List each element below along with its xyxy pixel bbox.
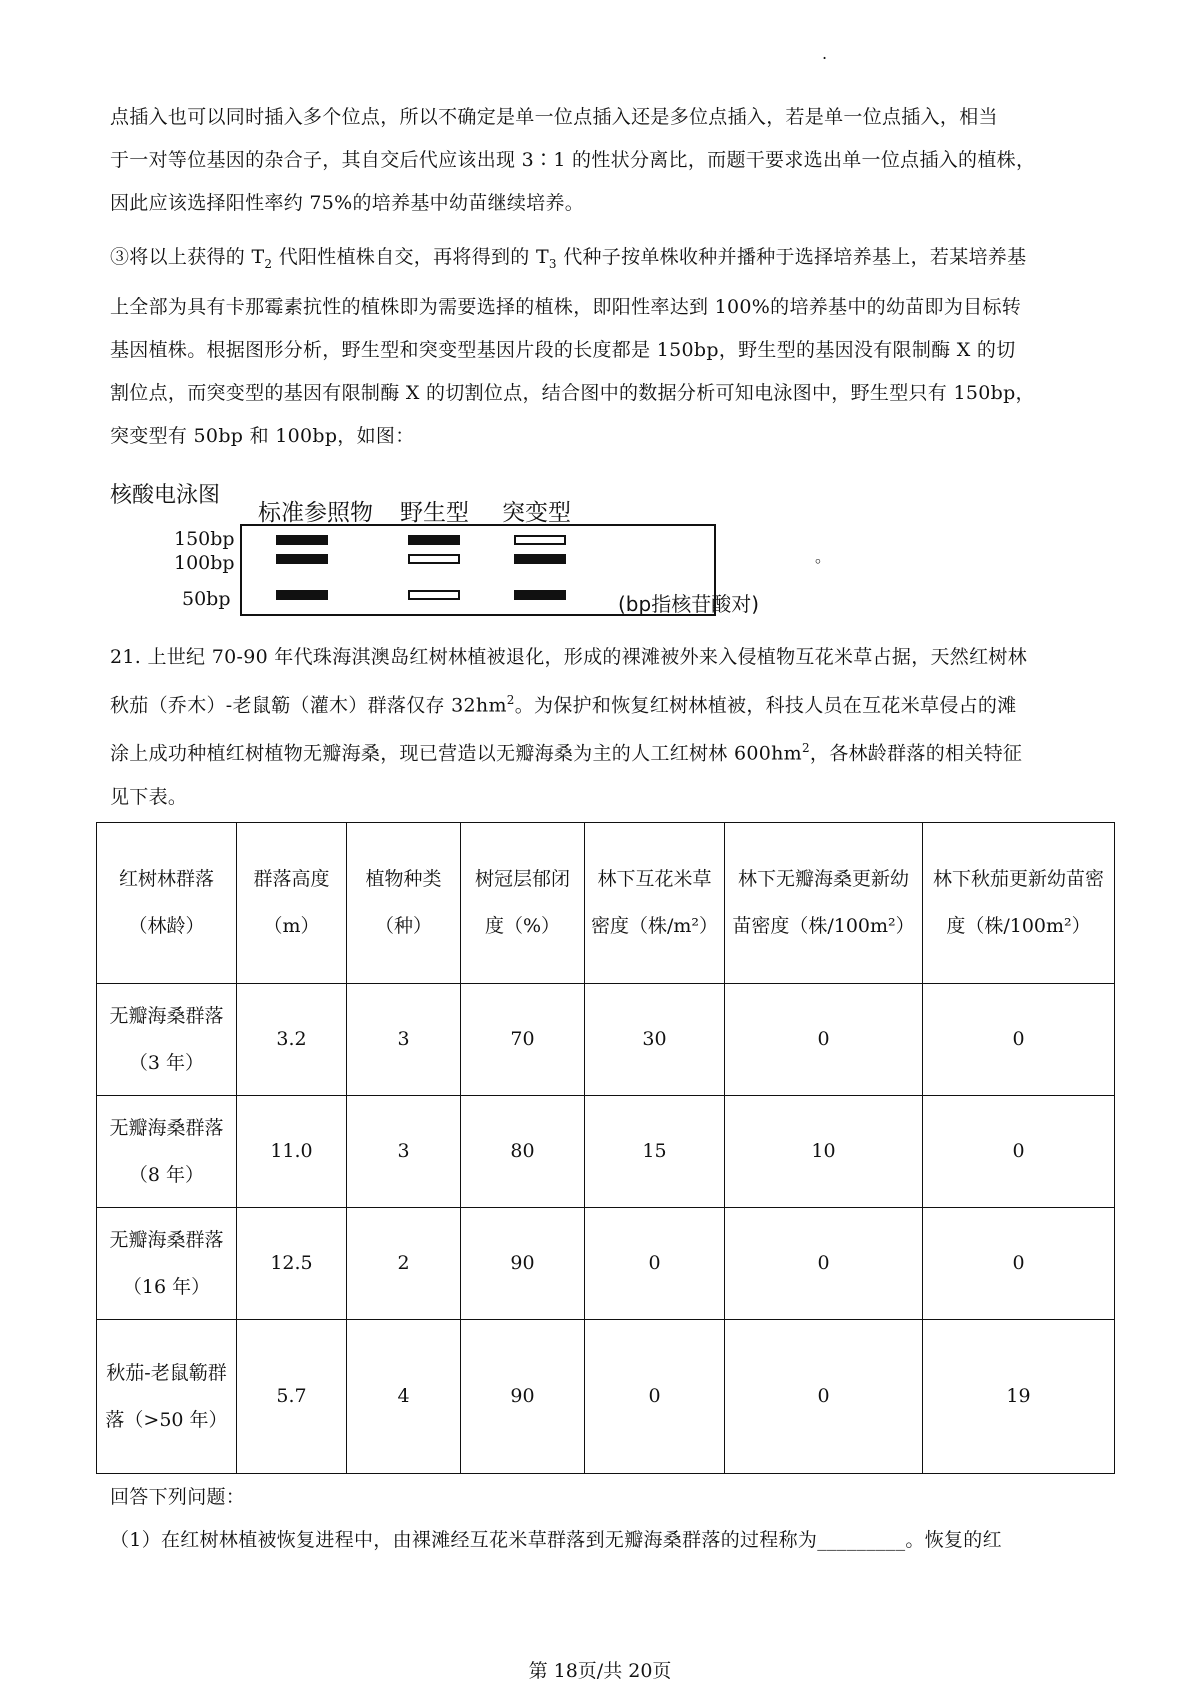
gel-lane-label: 突变型 bbox=[502, 500, 571, 526]
table-row bbox=[97, 1208, 1115, 1320]
table-cell: 0 bbox=[923, 1208, 1115, 1320]
table-cell: 5.7 bbox=[237, 1320, 347, 1474]
table-header-cell: 林下无瓣海桑更新幼苗密度（株/100m²） bbox=[725, 823, 923, 984]
gel-band bbox=[408, 554, 460, 564]
table-header-row bbox=[97, 823, 1115, 984]
text-line: 涂上成功种植红树植物无瓣海桑，现已营造以无瓣海桑为主的人工红树林 $600hm^2$，各林龄群落的相关特征 bbox=[110, 741, 1023, 765]
table-cell: 2 bbox=[347, 1208, 461, 1320]
gel-size-label: 50bp bbox=[182, 588, 231, 610]
table-cell: 11.0 bbox=[237, 1096, 347, 1208]
gel-band bbox=[276, 535, 328, 545]
gel-trailing-mark: 。 bbox=[815, 547, 832, 566]
table-header-cell: 植物种类（种） bbox=[347, 823, 461, 984]
answer-intro: 回答下列问题： bbox=[110, 1486, 246, 1508]
table-row bbox=[97, 1320, 1115, 1474]
table-cell: 无瓣海桑群落（8 年） bbox=[97, 1096, 237, 1208]
table-row bbox=[97, 984, 1115, 1096]
question-21-stem bbox=[110, 636, 1100, 819]
table-cell: 0 bbox=[585, 1320, 725, 1474]
table-cell: 12.5 bbox=[237, 1208, 347, 1320]
gel-title: 核酸电泳图 bbox=[110, 483, 221, 508]
table-cell: 0 bbox=[923, 1096, 1115, 1208]
table-cell: 0 bbox=[725, 984, 923, 1096]
table-cell: 0 bbox=[725, 1320, 923, 1474]
paragraph-step-3 bbox=[110, 236, 1100, 458]
text-line: 突变型有 50bp 和 100bp，如图： bbox=[110, 424, 415, 447]
table-cell: 19 bbox=[923, 1320, 1115, 1474]
text-line: 21. 上世纪 70-90 年代珠海淇澳岛红树林植被退化，形成的裸滩被外来入侵植物互花米草占据，天然红树林 bbox=[110, 646, 1028, 668]
table-cell: 90 bbox=[461, 1320, 585, 1474]
gel-band bbox=[514, 590, 566, 600]
table-cell: 90 bbox=[461, 1208, 585, 1320]
table-cell: 3.2 bbox=[237, 984, 347, 1096]
gel-lane-label: 标准参照物 bbox=[258, 500, 373, 526]
page-footer: 第 18页/共 20页 bbox=[528, 1660, 672, 1682]
table-cell: 无瓣海桑群落（16 年） bbox=[97, 1208, 237, 1320]
table-cell: 15 bbox=[585, 1096, 725, 1208]
table-cell: 10 bbox=[725, 1096, 923, 1208]
table-cell: 80 bbox=[461, 1096, 585, 1208]
gel-size-label: 100bp bbox=[174, 552, 235, 574]
table-row bbox=[97, 1096, 1115, 1208]
table-header-cell: 群落高度（m） bbox=[237, 823, 347, 984]
text-line: 上全部为具有卡那霉素抗性的植株即为需要选择的植株，即阳性率达到 100%的培养基中的幼苗即为目标转 bbox=[110, 295, 1022, 318]
question-1: （1）在红树林植被恢复进程中，由裸滩经互花米草群落到无瓣海桑群落的过程称为_________。恢复的红 bbox=[110, 1529, 1002, 1551]
text-line: 见下表。 bbox=[110, 785, 188, 808]
text-line: 割位点，而突变型的基因有限制酶 X 的切割位点，结合图中的数据分析可知电泳图中，野生型只有 150bp， bbox=[110, 381, 1035, 404]
electrophoresis-figure bbox=[110, 478, 810, 633]
table-cell: 4 bbox=[347, 1320, 461, 1474]
table-cell: 30 bbox=[585, 984, 725, 1096]
table-header-cell: 红树林群落（林龄） bbox=[97, 823, 237, 984]
table-cell: 0 bbox=[585, 1208, 725, 1320]
table-cell: 3 bbox=[347, 984, 461, 1096]
gel-band bbox=[514, 554, 566, 564]
table-cell: 3 bbox=[347, 1096, 461, 1208]
gel-band bbox=[408, 535, 460, 545]
gel-lane-label: 野生型 bbox=[400, 500, 469, 526]
table-cell: 0 bbox=[923, 984, 1115, 1096]
text-line: 于一对等位基因的杂合子，其自交后代应该出现 3∶1 的性状分离比，而题干要求选出单一位点插入的植株， bbox=[110, 149, 1036, 171]
text-line: 点插入也可以同时插入多个位点，所以不确定是单一位点插入还是多位点插入，若是单一位点插入，相当 bbox=[110, 106, 998, 128]
gel-band bbox=[408, 590, 460, 600]
top-mark: . bbox=[822, 44, 828, 63]
gel-band bbox=[276, 590, 328, 600]
gel-band bbox=[276, 554, 328, 564]
table-cell: 无瓣海桑群落（3 年） bbox=[97, 984, 237, 1096]
gel-size-label: 150bp bbox=[174, 528, 235, 550]
mangrove-table bbox=[96, 822, 1115, 1474]
text-line: ③将以上获得的 $T_2$ 代阳性植株自交，再将得到的 $T_3$ 代种子按单株收种并播种于选择培养基上，若某培养基 bbox=[110, 246, 1027, 271]
table-cell: 0 bbox=[725, 1208, 923, 1320]
paragraph-continuation bbox=[110, 96, 1100, 225]
gel-band bbox=[514, 535, 566, 545]
table-header-cell: 林下互花米草密度（株/m²） bbox=[585, 823, 725, 984]
answer-section bbox=[110, 1476, 1100, 1562]
text-line: 秋茄（乔木）-老鼠簕（灌木）群落仅存 $32hm^2$。为保护和恢复红树林植被，科技人员在互花米草侵占的滩 bbox=[110, 693, 1017, 717]
table-header-cell: 林下秋茄更新幼苗密度（株/100m²） bbox=[923, 823, 1115, 984]
table-cell: 70 bbox=[461, 984, 585, 1096]
gel-note: (bp指核苷酸对) bbox=[618, 592, 759, 616]
table-header-cell: 树冠层郁闭度（%） bbox=[461, 823, 585, 984]
text-line: 基因植株。根据图形分析，野生型和突变型基因片段的长度都是 150bp，野生型的基因没有限制酶 X 的切 bbox=[110, 338, 1016, 361]
text-line: 因此应该选择阳性率约 75%的培养基中幼苗继续培养。 bbox=[110, 192, 585, 214]
table-cell: 秋茄-老鼠簕群落（>50 年） bbox=[97, 1320, 237, 1474]
